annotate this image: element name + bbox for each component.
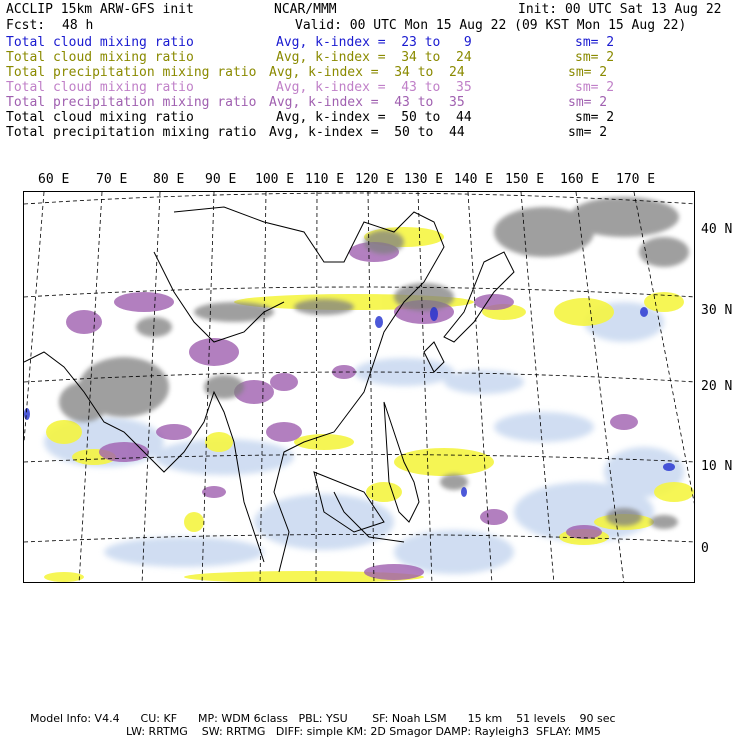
field-1-name: Total cloud mixing ratio — [6, 35, 194, 50]
field-6-name: Total cloud mixing ratio — [6, 110, 194, 125]
field-5-name: Total precipitation mixing ratio — [6, 95, 257, 110]
lat-label-30n: 30 N — [701, 303, 733, 318]
field-5-sm: sm= 2 — [568, 95, 608, 110]
lon-label-110e: 110 E — [305, 172, 345, 187]
lon-label-120e: 120 E — [355, 172, 395, 187]
model-info-line-1: Model Info: V4.4 CU: KF MP: WDM 6class PBL: YSU SF: Noah LSM 15 km 51 levels 90 sec — [30, 712, 616, 725]
valid-time: Valid: 00 UTC Mon 15 Aug 22 (09 KST Mon 15 Aug 22) — [295, 18, 687, 33]
lon-label-90e: 90 E — [205, 172, 237, 187]
field-4-name: Total cloud mixing ratio — [6, 80, 194, 95]
lat-label-10n: 10 N — [701, 459, 733, 474]
lat-label-20n: 20 N — [701, 379, 733, 394]
lon-label-160e: 160 E — [560, 172, 600, 187]
field-4-sm: sm= 2 — [575, 80, 615, 95]
lat-label-0: 0 — [701, 541, 709, 556]
field-6-avg: Avg, k-index = 50 to 44 — [276, 110, 472, 125]
lon-label-130e: 130 E — [404, 172, 444, 187]
field-2-name: Total cloud mixing ratio — [6, 50, 194, 65]
lon-label-100e: 100 E — [255, 172, 295, 187]
lon-label-70e: 70 E — [96, 172, 128, 187]
field-3-avg: Avg, k-index = 34 to 24 — [269, 65, 465, 80]
fcst-label: Fcst: — [6, 18, 46, 33]
field-6-sm: sm= 2 — [575, 110, 615, 125]
field-7-sm: sm= 2 — [568, 125, 608, 140]
field-7-avg: Avg, k-index = 50 to 44 — [269, 125, 465, 140]
lon-label-170e: 170 E — [616, 172, 656, 187]
model-title: ACCLIP 15km ARW-GFS init — [6, 2, 194, 17]
field-1-sm: sm= 2 — [575, 35, 615, 50]
field-2-sm: sm= 2 — [575, 50, 615, 65]
lon-label-80e: 80 E — [153, 172, 185, 187]
field-3-name: Total precipitation mixing ratio — [6, 65, 257, 80]
field-2-avg: Avg, k-index = 34 to 24 — [276, 50, 472, 65]
fcst-value: 48 h — [62, 18, 94, 33]
center-label: NCAR/MMM — [274, 2, 337, 17]
model-info-line-2: LW: RRTMG SW: RRTMG DIFF: simple KM: 2D Smagor DAMP: Rayleigh3 SFLAY: MM5 — [126, 725, 601, 738]
field-3-sm: sm= 2 — [568, 65, 608, 80]
field-5-avg: Avg, k-index = 43 to 35 — [269, 95, 465, 110]
field-1-avg: Avg, k-index = 23 to 9 — [276, 35, 472, 50]
field-7-name: Total precipitation mixing ratio — [6, 125, 257, 140]
lat-label-40n: 40 N — [701, 222, 733, 237]
map-panel — [23, 191, 695, 583]
lon-label-60e: 60 E — [38, 172, 70, 187]
field-4-avg: Avg, k-index = 43 to 35 — [276, 80, 472, 95]
lon-label-140e: 140 E — [454, 172, 494, 187]
init-time: Init: 00 UTC Sat 13 Aug 22 — [518, 2, 722, 17]
map-canvas — [24, 192, 695, 583]
lon-label-150e: 150 E — [505, 172, 545, 187]
